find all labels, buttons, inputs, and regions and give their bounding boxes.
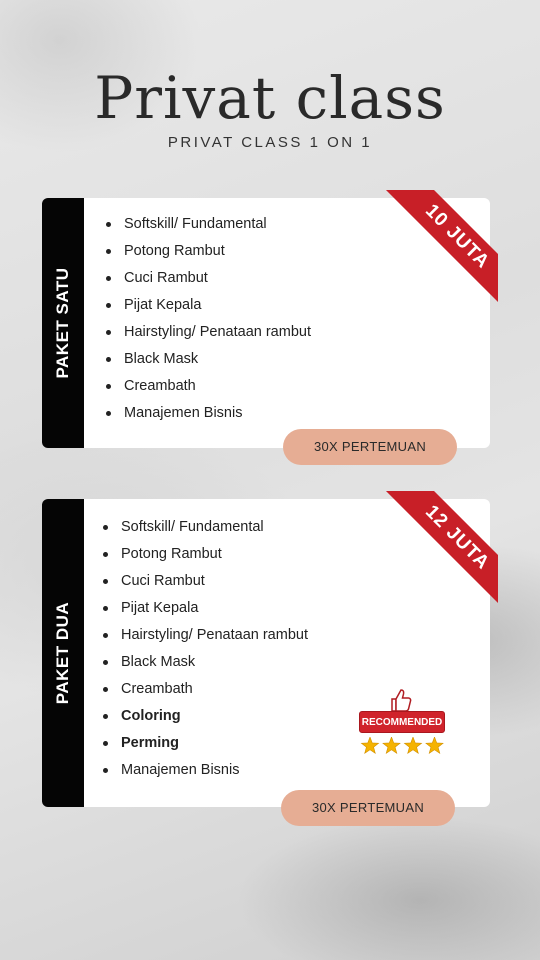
thumbs-up-icon [389, 687, 413, 713]
star-icon [361, 737, 378, 753]
price-ribbon [380, 190, 498, 308]
list-item: Coloring [103, 706, 308, 733]
package-card-dua [42, 499, 494, 815]
list-item: Hairstyling/ Penataan rambut [106, 322, 311, 349]
list-item: Black Mask [103, 652, 308, 679]
feature-list [103, 517, 308, 787]
star-icon [426, 737, 443, 753]
list-item: Cuci Rambut [103, 571, 308, 598]
package-card-satu [42, 198, 494, 454]
list-item: Potong Rambut [103, 544, 308, 571]
list-item: Creambath [103, 679, 308, 706]
page-title: Privat class [94, 64, 446, 132]
list-item: Perming [103, 733, 308, 760]
price-label: 10 JUTA [385, 190, 498, 308]
package-name: PAKET SATU [53, 267, 72, 379]
star-icon [383, 737, 400, 753]
package-side-bar [42, 499, 84, 807]
list-item: Softskill/ Fundamental [103, 517, 308, 544]
list-item: Pijat Kepala [103, 598, 308, 625]
page-subtitle: PRIVAT CLASS 1 ON 1 [167, 134, 373, 151]
list-item: Manajemen Bisnis [103, 760, 308, 787]
package-name: PAKET DUA [53, 601, 72, 705]
rating-stars [359, 737, 445, 755]
package-side-bar [42, 198, 84, 448]
list-item: Hairstyling/ Penataan rambut [103, 625, 308, 652]
recommended-label: RECOMMENDED [359, 711, 445, 733]
list-item: Creambath [106, 376, 311, 403]
list-item: Black Mask [106, 349, 311, 376]
price-label: 12 JUTA [385, 491, 498, 609]
sessions-button[interactable]: 30X PERTEMUAN [283, 429, 457, 465]
recommended-badge [359, 691, 445, 763]
list-item: Potong Rambut [106, 241, 311, 268]
list-item: Manajemen Bisnis [106, 403, 311, 430]
list-item: Cuci Rambut [106, 268, 311, 295]
price-ribbon [380, 491, 498, 609]
list-item: Softskill/ Fundamental [106, 214, 311, 241]
list-item: Pijat Kepala [106, 295, 311, 322]
sessions-button[interactable]: 30X PERTEMUAN [281, 790, 455, 826]
feature-list [106, 214, 311, 430]
star-icon [404, 737, 421, 753]
